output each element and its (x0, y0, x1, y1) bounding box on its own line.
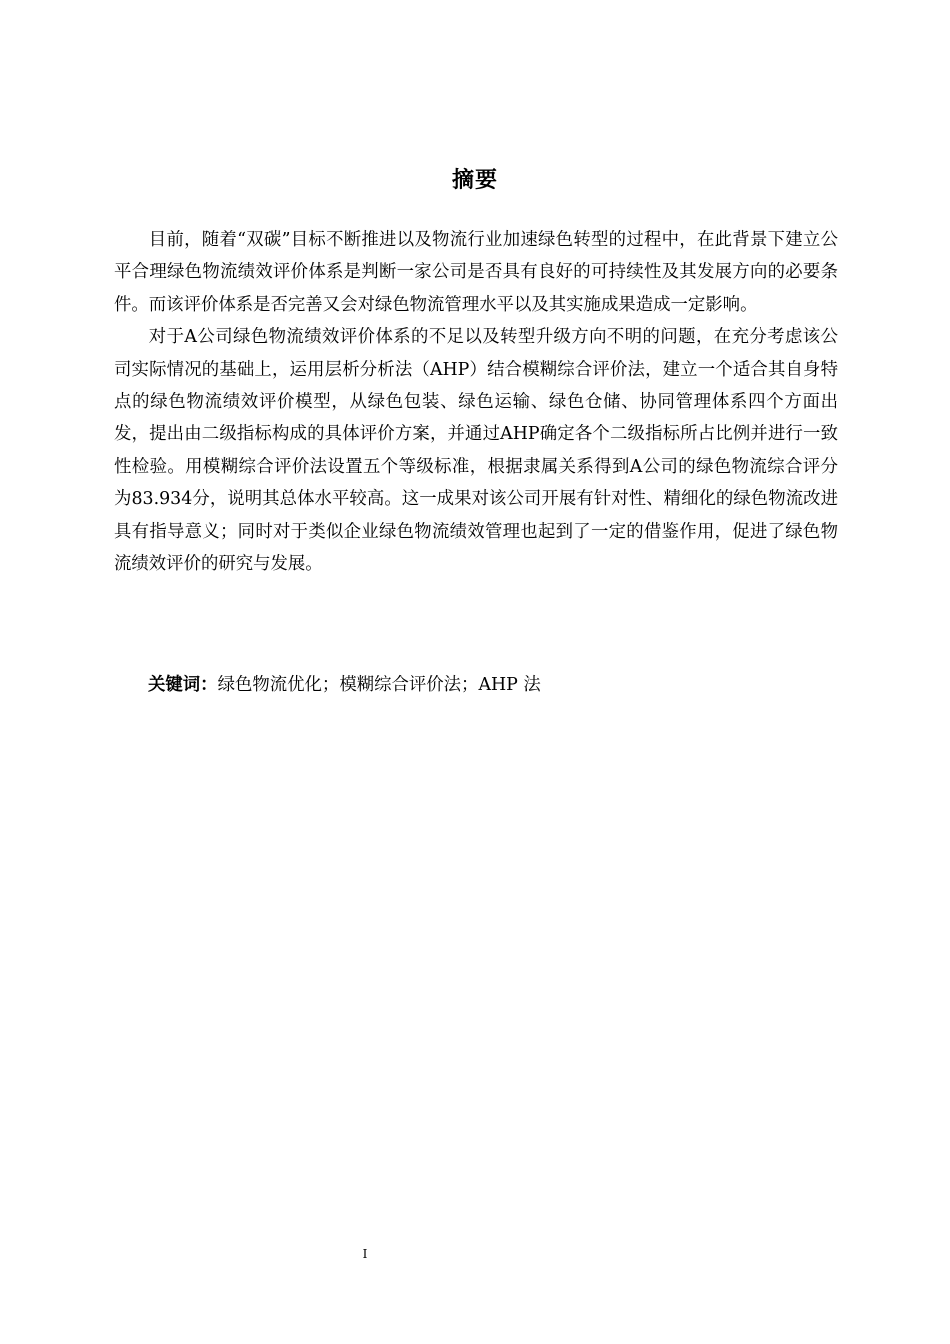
abstract-title: 摘要 (451, 168, 498, 193)
abstract-paragraph-1: 目前，随着“双碳”目标不断推进以及物流行业加速绿色转型的过程中，在此背景下建立公平合理绿色物流绩效评价体系是判断一家公司是否具有良好的可持续性及其发展方向的必要条件。而该评价体系是否完善又会对绿色物流管理水平以及其实施成果造成一定影响。 (114, 230, 838, 315)
keywords-line (148, 670, 541, 700)
keywords-text: 绿色物流优化；模糊综合评价法；AHP 法 (217, 675, 541, 695)
page-number: I (362, 1247, 368, 1261)
abstract-paragraph-2: 对于A公司绿色物流绩效评价体系的不足以及转型升级方向不明的问题，在充分考虑该公司实际情况的基础上，运用层析分析法（AHP）结合模糊综合评价法，建立一个适合其自身特点的绿色物流绩效评价模型，从绿色包装、绿色运输、绿色仓储、协同管理体系四个方面出发，提出由二级指标构成的具体评价方案，并通过AHP确定各个二级指标所占比例并进行一致性检验。用模糊综合评价法设置五个等级标准，根据隶属关系得到A公司的绿色物流综合评分为83.934分，说明其总体水平较高。这一成果对该公司开展有针对性、精细化的绿色物流改进具有指导意义；同时对于类似企业绿色物流绩效管理也起到了一定的借鉴作用，促进了绿色物流绩效评价的研究与发展。 (114, 327, 838, 575)
keywords-label: 关键词： (148, 675, 218, 695)
abstract-body (114, 224, 838, 580)
